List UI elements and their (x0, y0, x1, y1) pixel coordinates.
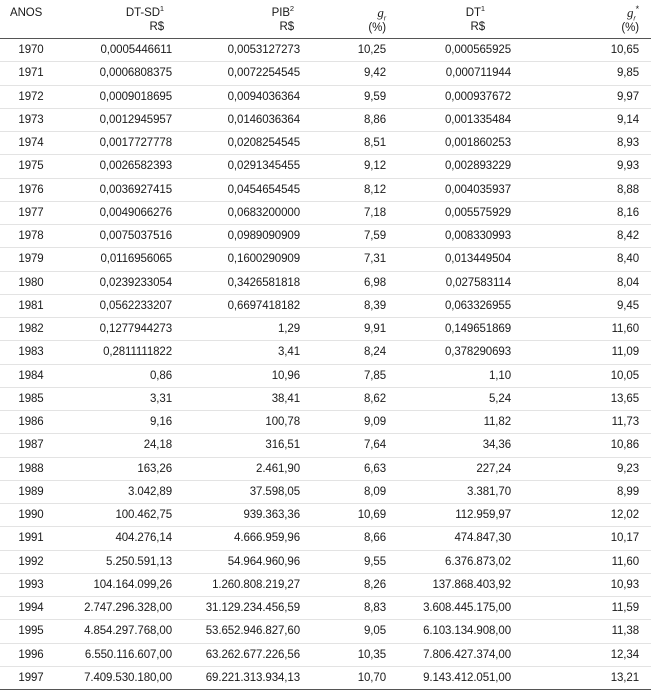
year-cell: 1988 (0, 457, 70, 480)
table-row (0, 364, 651, 387)
gr-cell: 8,62 (316, 387, 396, 410)
year-cell: 1978 (0, 225, 70, 248)
header-dt-sd (70, 0, 178, 39)
header-gr-title (316, 6, 386, 21)
table-row (0, 132, 651, 155)
dt-cell: 0,027583114 (396, 271, 517, 294)
dt-sd-cell: 0,0239233054 (70, 271, 178, 294)
year-cell: 1987 (0, 434, 70, 457)
gr-cell: 7,18 (316, 201, 396, 224)
table-row (0, 573, 651, 596)
dt-sd-cell: 0,2811111822 (70, 341, 178, 364)
table-row (0, 550, 651, 573)
gr-cell: 8,09 (316, 480, 396, 503)
header-gr-star-symbol: g (626, 5, 634, 20)
dt-cell: 0,000711944 (396, 62, 517, 85)
gr-cell: 6,63 (316, 457, 396, 480)
year-cell: 1985 (0, 387, 70, 410)
header-gr-unit: (%) (368, 22, 386, 34)
header-pib-label: PIB (271, 7, 290, 19)
gr-star-cell: 9,45 (517, 294, 651, 317)
dt-cell: 0,013449504 (396, 248, 517, 271)
table-body (0, 39, 651, 690)
dt-cell: 1,10 (396, 364, 517, 387)
gr-star-cell: 12,02 (517, 504, 651, 527)
header-pib (178, 0, 316, 39)
dt-cell: 0,378290693 (396, 341, 517, 364)
year-cell: 1986 (0, 411, 70, 434)
gr-cell: 6,98 (316, 271, 396, 294)
gr-cell: 7,64 (316, 434, 396, 457)
gr-cell: 9,05 (316, 620, 396, 643)
year-cell: 1972 (0, 85, 70, 108)
pib-cell: 3,41 (178, 341, 316, 364)
gr-cell: 10,70 (316, 666, 396, 689)
dt-sd-cell: 163,26 (70, 457, 178, 480)
pib-cell: 4.666.959,96 (178, 527, 316, 550)
dt-cell: 0,004035937 (396, 178, 517, 201)
gr-cell: 8,24 (316, 341, 396, 364)
year-cell: 1993 (0, 573, 70, 596)
table-row (0, 434, 651, 457)
year-cell: 1970 (0, 39, 70, 62)
year-cell: 1982 (0, 318, 70, 341)
dt-cell: 0,005575929 (396, 201, 517, 224)
gr-star-cell: 13,65 (517, 387, 651, 410)
gr-star-cell: 9,97 (517, 85, 651, 108)
dt-sd-cell: 104.164.099,26 (70, 573, 178, 596)
table-row (0, 248, 651, 271)
gr-star-cell: 11,60 (517, 550, 651, 573)
dt-sd-cell: 0,0006808375 (70, 62, 178, 85)
pib-cell: 10,96 (178, 364, 316, 387)
pib-cell: 0,0053127273 (178, 39, 316, 62)
pib-cell: 0,0072254545 (178, 62, 316, 85)
table-row (0, 85, 651, 108)
header-gr-star-title (517, 6, 639, 21)
header-dt (396, 0, 517, 39)
header-dt-sd-title (70, 6, 164, 20)
pib-cell: 0,3426581818 (178, 271, 316, 294)
table-row (0, 201, 651, 224)
year-cell: 1975 (0, 155, 70, 178)
gr-cell: 9,91 (316, 318, 396, 341)
table-row (0, 527, 651, 550)
year-cell: 1996 (0, 643, 70, 666)
year-cell: 1983 (0, 341, 70, 364)
table-row (0, 62, 651, 85)
pib-cell: 53.652.946.827,60 (178, 620, 316, 643)
dt-cell: 227,24 (396, 457, 517, 480)
pib-cell: 63.262.677.226,56 (178, 643, 316, 666)
year-cell: 1971 (0, 62, 70, 85)
dt-cell: 112.959,97 (396, 504, 517, 527)
gr-cell: 8,26 (316, 573, 396, 596)
dt-cell: 0,001860253 (396, 132, 517, 155)
gr-star-cell: 8,88 (517, 178, 651, 201)
dt-cell: 474.847,30 (396, 527, 517, 550)
gr-cell: 8,86 (316, 108, 396, 131)
header-gr-star (517, 0, 651, 39)
header-anos (0, 0, 70, 39)
header-gr-symbol: g (377, 5, 384, 20)
gr-star-cell: 12,34 (517, 643, 651, 666)
dt-cell: 7.806.427.374,00 (396, 643, 517, 666)
pib-cell: 0,0989090909 (178, 225, 316, 248)
dt-sd-cell: 0,0009018695 (70, 85, 178, 108)
table-row (0, 387, 651, 410)
header-gr (316, 0, 396, 39)
pib-cell: 1,29 (178, 318, 316, 341)
pib-cell: 0,0291345455 (178, 155, 316, 178)
gr-cell: 10,35 (316, 643, 396, 666)
dt-sd-cell: 0,0026582393 (70, 155, 178, 178)
dt-cell: 6.376.873,02 (396, 550, 517, 573)
dt-sd-cell: 3,31 (70, 387, 178, 410)
table-row (0, 294, 651, 317)
gr-cell: 8,12 (316, 178, 396, 201)
header-gr-star-asterisk: * (635, 4, 639, 15)
dt-cell: 0,008330993 (396, 225, 517, 248)
pib-cell: 1.260.808.219,27 (178, 573, 316, 596)
pib-cell: 0,0146036364 (178, 108, 316, 131)
dt-cell: 0,149651869 (396, 318, 517, 341)
pib-cell: 0,0208254545 (178, 132, 316, 155)
year-cell: 1997 (0, 666, 70, 689)
gr-cell: 9,42 (316, 62, 396, 85)
dt-sd-cell: 0,0036927415 (70, 178, 178, 201)
gr-star-cell: 10,86 (517, 434, 651, 457)
pib-cell: 0,0454654545 (178, 178, 316, 201)
gr-cell: 8,83 (316, 597, 396, 620)
pib-cell: 0,6697418182 (178, 294, 316, 317)
dt-sd-cell: 9,16 (70, 411, 178, 434)
dt-cell: 9.143.412.051,00 (396, 666, 517, 689)
pib-cell: 316,51 (178, 434, 316, 457)
pib-cell: 37.598,05 (178, 480, 316, 503)
dt-sd-cell: 3.042,89 (70, 480, 178, 503)
table-row (0, 457, 651, 480)
header-row (0, 0, 651, 39)
table-row (0, 271, 651, 294)
dt-sd-cell: 4.854.297.768,00 (70, 620, 178, 643)
dt-cell: 34,36 (396, 434, 517, 457)
dt-sd-cell: 0,0116956065 (70, 248, 178, 271)
table-row (0, 39, 651, 62)
gr-cell: 7,31 (316, 248, 396, 271)
pib-cell: 38,41 (178, 387, 316, 410)
pib-cell: 0,1600290909 (178, 248, 316, 271)
gr-star-cell: 8,04 (517, 271, 651, 294)
gr-cell: 9,09 (316, 411, 396, 434)
header-pib-title (178, 6, 294, 20)
gr-cell: 8,39 (316, 294, 396, 317)
year-cell: 1973 (0, 108, 70, 131)
dt-sd-cell: 6.550.116.607,00 (70, 643, 178, 666)
dt-sd-cell: 0,0012945957 (70, 108, 178, 131)
year-cell: 1991 (0, 527, 70, 550)
table-header (0, 0, 651, 39)
gr-cell: 10,69 (316, 504, 396, 527)
gr-star-cell: 11,73 (517, 411, 651, 434)
gr-star-cell: 9,85 (517, 62, 651, 85)
dt-cell: 0,000937672 (396, 85, 517, 108)
header-dt-title (396, 6, 485, 20)
gr-cell: 8,66 (316, 527, 396, 550)
dt-cell: 0,000565925 (396, 39, 517, 62)
table-row (0, 643, 651, 666)
table-row (0, 666, 651, 689)
year-cell: 1976 (0, 178, 70, 201)
year-cell: 1989 (0, 480, 70, 503)
dt-cell: 6.103.134.908,00 (396, 620, 517, 643)
table-row (0, 341, 651, 364)
dt-sd-cell: 24,18 (70, 434, 178, 457)
table-row (0, 504, 651, 527)
pib-cell: 0,0094036364 (178, 85, 316, 108)
header-pib-unit: R$ (279, 21, 294, 33)
gr-star-cell: 11,09 (517, 341, 651, 364)
gr-star-cell: 10,17 (517, 527, 651, 550)
header-gr-star-subscript: r (633, 15, 636, 23)
dt-sd-cell: 7.409.530.180,00 (70, 666, 178, 689)
gr-star-cell: 10,65 (517, 39, 651, 62)
gr-star-cell: 8,16 (517, 201, 651, 224)
dt-sd-cell: 0,0562233207 (70, 294, 178, 317)
dt-sd-cell: 0,0075037516 (70, 225, 178, 248)
year-cell: 1992 (0, 550, 70, 573)
dt-cell: 3.608.445.175,00 (396, 597, 517, 620)
header-gr-subscript: r (383, 15, 386, 23)
dt-sd-cell: 0,0017727778 (70, 132, 178, 155)
gr-star-cell: 9,93 (517, 155, 651, 178)
dt-sd-cell: 0,0049066276 (70, 201, 178, 224)
year-cell: 1974 (0, 132, 70, 155)
table-row (0, 225, 651, 248)
dt-sd-cell: 0,0005446611 (70, 39, 178, 62)
dt-sd-cell: 0,86 (70, 364, 178, 387)
dt-cell: 5,24 (396, 387, 517, 410)
gr-star-cell: 8,93 (517, 132, 651, 155)
pib-cell: 54.964.960,96 (178, 550, 316, 573)
table-row (0, 178, 651, 201)
header-pib-footnote: 2 (289, 4, 294, 14)
gr-cell: 7,85 (316, 364, 396, 387)
dt-sd-cell: 100.462,75 (70, 504, 178, 527)
gr-cell: 7,59 (316, 225, 396, 248)
gr-star-cell: 8,42 (517, 225, 651, 248)
header-dt-sd-label: DT-SD (125, 7, 160, 19)
gr-cell: 9,55 (316, 550, 396, 573)
table-row (0, 411, 651, 434)
header-dt-footnote: 1 (480, 4, 485, 14)
gr-star-cell: 10,05 (517, 364, 651, 387)
pib-cell: 69.221.313.934,13 (178, 666, 316, 689)
gr-star-cell: 11,60 (517, 318, 651, 341)
table-row (0, 480, 651, 503)
dt-cell: 0,001335484 (396, 108, 517, 131)
year-cell: 1979 (0, 248, 70, 271)
year-cell: 1995 (0, 620, 70, 643)
gr-star-cell: 8,99 (517, 480, 651, 503)
gr-star-cell: 9,23 (517, 457, 651, 480)
gr-cell: 9,12 (316, 155, 396, 178)
gr-cell: 8,51 (316, 132, 396, 155)
gr-star-cell: 11,59 (517, 597, 651, 620)
dt-cell: 3.381,70 (396, 480, 517, 503)
header-dt-sd-unit: R$ (149, 21, 164, 33)
table-row (0, 318, 651, 341)
table-row (0, 597, 651, 620)
pib-cell: 939.363,36 (178, 504, 316, 527)
table-row (0, 620, 651, 643)
gr-star-cell: 11,38 (517, 620, 651, 643)
header-anos-label: ANOS (10, 7, 43, 19)
dt-sd-cell: 0,1277944273 (70, 318, 178, 341)
year-cell: 1994 (0, 597, 70, 620)
dt-cell: 11,82 (396, 411, 517, 434)
dt-sd-cell: 2.747.296.328,00 (70, 597, 178, 620)
year-cell: 1980 (0, 271, 70, 294)
year-cell: 1981 (0, 294, 70, 317)
dt-sd-cell: 404.276,14 (70, 527, 178, 550)
pib-cell: 2.461,90 (178, 457, 316, 480)
gr-star-cell: 9,14 (517, 108, 651, 131)
header-dt-unit: R$ (470, 21, 485, 33)
header-dt-label: DT (465, 7, 481, 19)
year-cell: 1984 (0, 364, 70, 387)
year-cell: 1977 (0, 201, 70, 224)
table-row (0, 108, 651, 131)
table-row (0, 155, 651, 178)
dt-cell: 0,063326955 (396, 294, 517, 317)
dt-cell: 0,002893229 (396, 155, 517, 178)
pib-cell: 100,78 (178, 411, 316, 434)
gr-star-cell: 8,40 (517, 248, 651, 271)
year-cell: 1990 (0, 504, 70, 527)
dt-cell: 137.868.403,92 (396, 573, 517, 596)
gr-cell: 10,25 (316, 39, 396, 62)
dt-sd-cell: 5.250.591,13 (70, 550, 178, 573)
pib-cell: 31.129.234.456,59 (178, 597, 316, 620)
pib-cell: 0,0683200000 (178, 201, 316, 224)
header-dt-sd-footnote: 1 (159, 4, 164, 14)
gr-star-cell: 13,21 (517, 666, 651, 689)
gr-star-cell: 10,93 (517, 573, 651, 596)
header-gr-star-unit: (%) (621, 22, 639, 34)
gr-cell: 9,59 (316, 85, 396, 108)
